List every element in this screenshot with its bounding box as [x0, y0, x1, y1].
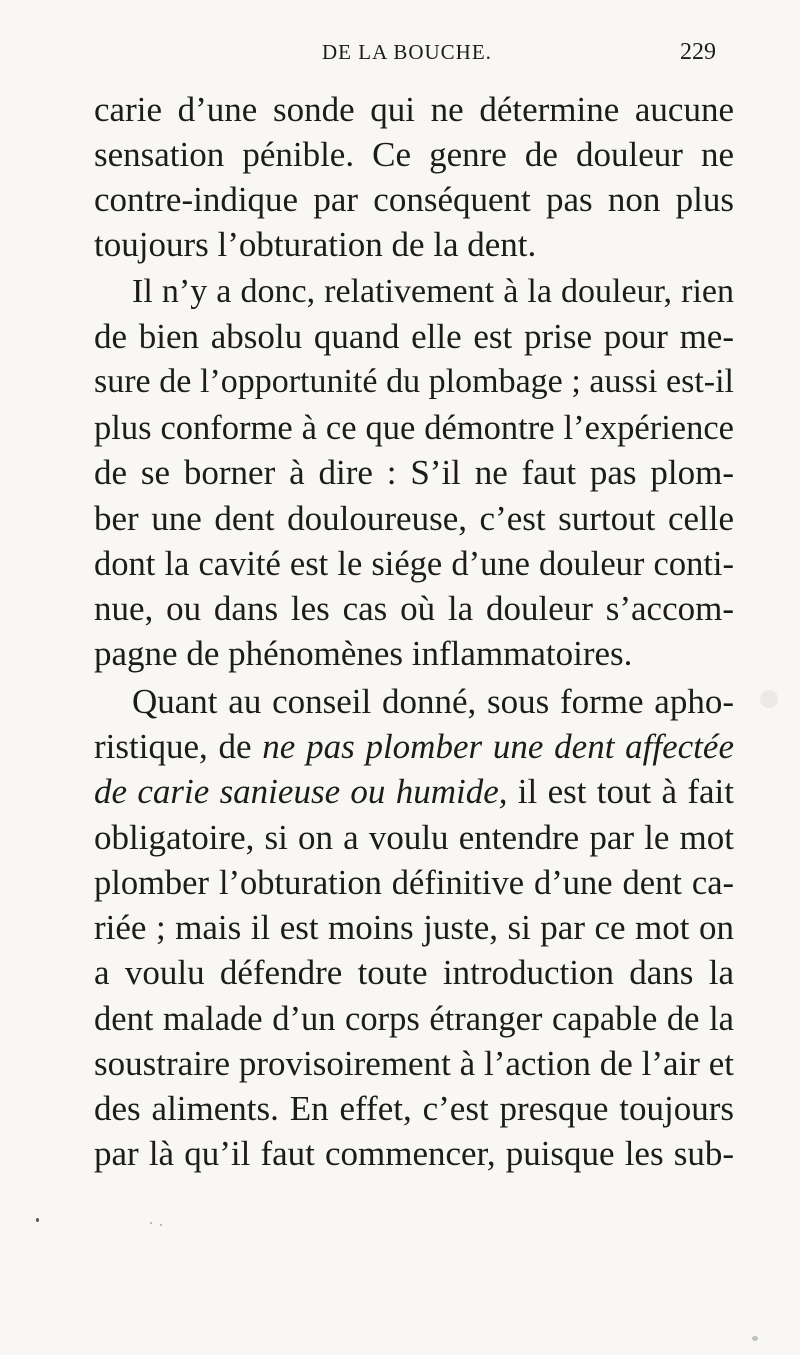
paper-speck — [160, 1224, 162, 1226]
text-line: toujours l’obturation de la dent. — [94, 225, 537, 264]
text-line — [94, 724, 734, 770]
text-line: dent malade d’un corps étranger capable de la — [94, 1000, 734, 1038]
page-number: 229 — [680, 39, 716, 65]
text-line: sensation pénible. Ce genre de douleur ne — [94, 135, 734, 174]
text-line: sure de l’opportunité du plombage ; aussi est-il — [94, 363, 734, 400]
paper-speck — [752, 1336, 758, 1341]
text-line: Il n’y a donc, relativement à la douleur, rien — [132, 273, 734, 310]
text-line: pagne de phénomènes inflammatoires. — [94, 634, 633, 673]
text-line: nue, ou dans les cas où la douleur s’accom- — [94, 589, 734, 628]
text-line: plus conforme à ce que démontre l’expérience — [94, 409, 734, 447]
text-line: de se borner à dire : S’il ne faut pas plom- — [94, 453, 734, 492]
text-line: par là qu’il faut commencer, puisque les sub- — [94, 1134, 734, 1173]
text-line: riée ; mais il est moins juste, si par ce mot on — [94, 908, 734, 947]
paper-speck — [760, 690, 778, 708]
text-line: dont la cavité est le siége d’une douleur conti- — [94, 545, 734, 583]
text-run: ristique, de — [94, 727, 263, 766]
text-line: plomber l’obturation définitive d’une dent ca- — [94, 864, 734, 902]
running-title: DE LA BOUCHE. — [322, 40, 492, 64]
text-line: Quant au conseil donné, sous forme apho- — [132, 682, 734, 721]
text-line: a voulu défendre toute introduction dans la — [94, 953, 734, 992]
paper-speck — [150, 1222, 152, 1224]
text-line — [94, 769, 734, 815]
running-head — [0, 34, 800, 70]
paper-speck — [36, 1218, 39, 1222]
text-line: contre-indique par conséquent pas non plus — [94, 180, 734, 219]
italic-text-run: de carie sanieuse ou humide, — [94, 772, 508, 811]
text-line: de bien absolu quand elle est prise pour me- — [94, 317, 734, 356]
italic-text-run: ne pas plomber une dent affectée — [262, 727, 734, 766]
text-line: ber une dent douloureuse, c’est surtout celle — [94, 499, 734, 538]
text-line: obligatoire, si on a voulu entendre par le mot — [94, 818, 734, 857]
text-line: des aliments. En effet, c’est presque toujours — [94, 1089, 734, 1128]
text-line: carie d’une sonde qui ne détermine aucune — [94, 90, 734, 129]
text-line: soustraire provisoirement à l’action de l’air et — [94, 1044, 734, 1083]
text-run: il est tout à fait — [507, 772, 734, 811]
